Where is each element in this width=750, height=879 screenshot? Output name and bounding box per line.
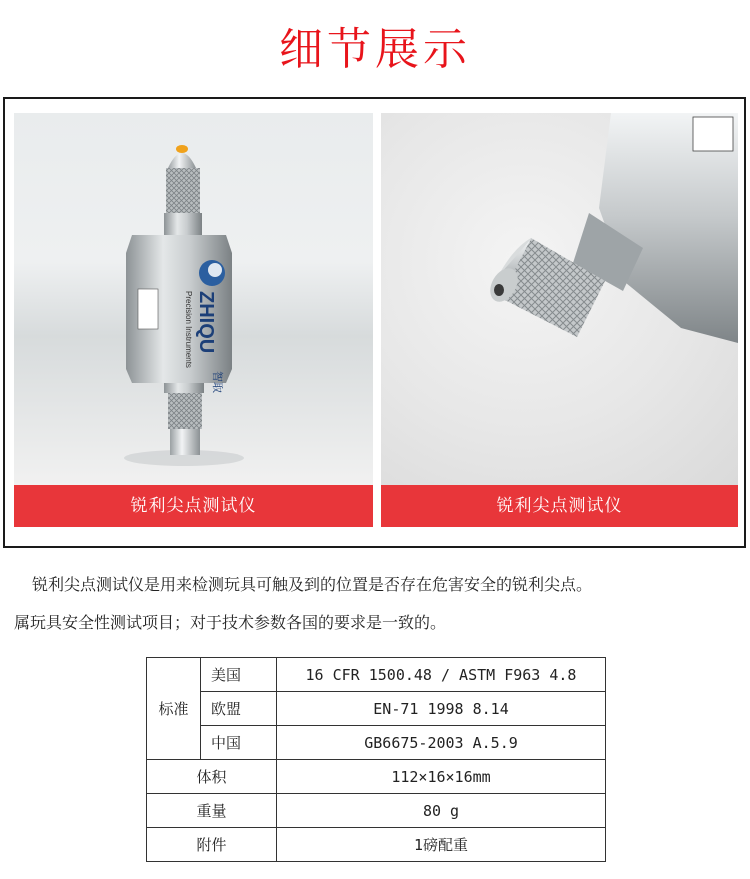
accessory-value: 1磅配重 xyxy=(277,828,606,862)
caption-bar-right: 锐利尖点测试仪 xyxy=(381,485,738,527)
page-title: 细节展示 xyxy=(279,24,471,75)
spec-table xyxy=(146,657,606,862)
table-row xyxy=(147,692,606,726)
device-illustration xyxy=(14,113,373,485)
table-row xyxy=(147,726,606,760)
brand-logo-text: ZHIQU xyxy=(195,291,217,354)
region-us: 美国 xyxy=(201,658,277,692)
caption-bar-left: 锐利尖点测试仪 xyxy=(14,485,373,527)
volume-label: 体积 xyxy=(147,760,277,794)
accessory-label: 附件 xyxy=(147,828,277,862)
region-cn: 中国 xyxy=(201,726,277,760)
standard-eu-value: EN-71 1998 8.14 xyxy=(277,692,606,726)
brand-cn-text: 智取 xyxy=(211,371,224,393)
standard-cn-value: GB6675-2003 A.5.9 xyxy=(277,726,606,760)
table-row xyxy=(147,658,606,692)
table-row xyxy=(147,760,606,794)
table-row xyxy=(147,794,606,828)
tip-closeup-illustration xyxy=(381,113,738,485)
volume-value: 112×16×16mm xyxy=(277,760,606,794)
table-row xyxy=(147,828,606,862)
description-line-1: 锐利尖点测试仪是用来检测玩具可触及到的位置是否存在危害安全的锐利尖点。 xyxy=(32,575,593,594)
weight-value: 80 g xyxy=(277,794,606,828)
description-line-2: 属玩具安全性测试项目；对于技术参数各国的要求是一致的。 xyxy=(14,613,447,632)
device-photo-full xyxy=(14,113,373,485)
detail-frame xyxy=(3,97,746,548)
brand-sub-text: Precision Instruments xyxy=(184,291,193,368)
region-eu: 欧盟 xyxy=(201,692,277,726)
standard-us-value: 16 CFR 1500.48 / ASTM F963 4.8 xyxy=(277,658,606,692)
weight-label: 重量 xyxy=(147,794,277,828)
standard-label: 标准 xyxy=(147,658,201,760)
device-photo-closeup xyxy=(381,113,738,485)
